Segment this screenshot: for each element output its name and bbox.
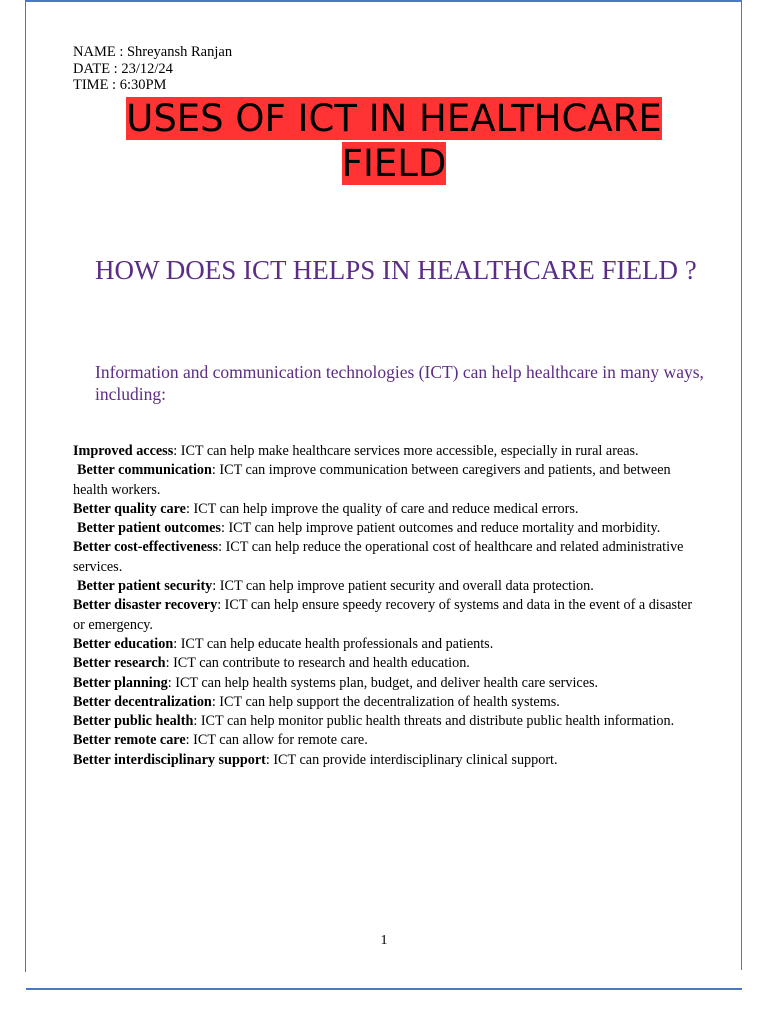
page-title: USES OF ICT IN HEALTHCARE FIELD [126, 97, 662, 185]
list-item [73, 500, 703, 519]
page-border-left [25, 0, 26, 972]
item-term: Improved access [73, 443, 174, 459]
list-item [73, 693, 703, 712]
list-item [73, 712, 703, 731]
list-item [73, 442, 703, 461]
list-item [73, 635, 703, 654]
page-number: 1 [380, 933, 388, 948]
author-name: NAME : Shreyansh Ranjan [73, 44, 233, 60]
item-term: Better remote care [73, 732, 186, 749]
item-term: Better patient security [77, 578, 213, 595]
item-text: : ICT can help improve the quality of care and reduce medical errors. [185, 500, 579, 517]
item-term: Better disaster recovery [73, 597, 218, 614]
item-text: : ICT can help health systems plan, budget, and deliver health care services. [167, 674, 599, 691]
item-text: : ICT can help improve patient outcomes and reduce mortality and morbidity. [220, 520, 661, 537]
item-term: Better patient outcomes [77, 520, 221, 537]
list-item [73, 538, 703, 577]
item-term: Better decentralization [73, 693, 212, 710]
item-term: Better public health [73, 713, 194, 730]
intro-paragraph: Information and communication technologies (ICT) can help healthcare in many ways, including: [95, 362, 704, 404]
item-text: : ICT can help reduce the operational cost of healthcare and related administrative services. [73, 539, 684, 575]
section-heading: HOW DOES ICT HELPS IN HEALTHCARE FIELD ? [95, 255, 697, 285]
list-item [73, 731, 703, 750]
item-term: Better education [73, 635, 174, 652]
list-item [73, 654, 703, 673]
page-border-right [741, 0, 742, 970]
item-text: : ICT can help improve patient security and overall data protection. [212, 578, 594, 595]
item-term: Better planning [73, 674, 168, 691]
benefits-list [73, 442, 703, 770]
list-item [73, 519, 703, 538]
list-item [73, 674, 703, 693]
document-time: TIME : 6:30PM [73, 77, 167, 93]
item-text: : ICT can help support the decentralization of health systems. [211, 693, 560, 710]
document-date: DATE : 23/12/24 [73, 60, 173, 77]
item-text: : ICT can allow for remote care. [185, 732, 368, 749]
item-text: : ICT can help make healthcare services more accessible, especially in rural areas. [173, 443, 639, 459]
item-term: Better research [73, 655, 166, 672]
page-border-top [26, 0, 742, 2]
item-text: : ICT can help monitor public health threats and distribute public health information. [193, 713, 675, 730]
item-text: : ICT can help ensure speedy recovery of systems and data in the event of a disaster or emergency. [73, 597, 693, 633]
document-meta [73, 44, 232, 94]
list-item [73, 577, 703, 596]
item-text: : ICT can improve communication between caregivers and patients, and between health workers. [73, 462, 671, 498]
page-border-bottom [26, 988, 742, 990]
item-term: Better cost-effectiveness [73, 539, 219, 556]
title-block [73, 96, 715, 186]
item-text: : ICT can provide interdisciplinary clinical support. [265, 751, 558, 768]
item-term: Better interdisciplinary support [73, 751, 266, 768]
list-item [73, 751, 703, 770]
list-item [73, 461, 703, 500]
item-text: : ICT can help educate health professionals and patients. [173, 635, 494, 652]
item-term: Better quality care [73, 500, 186, 517]
list-item [73, 596, 703, 635]
item-text: : ICT can contribute to research and health education. [165, 655, 470, 672]
item-term: Better communication [77, 462, 212, 479]
